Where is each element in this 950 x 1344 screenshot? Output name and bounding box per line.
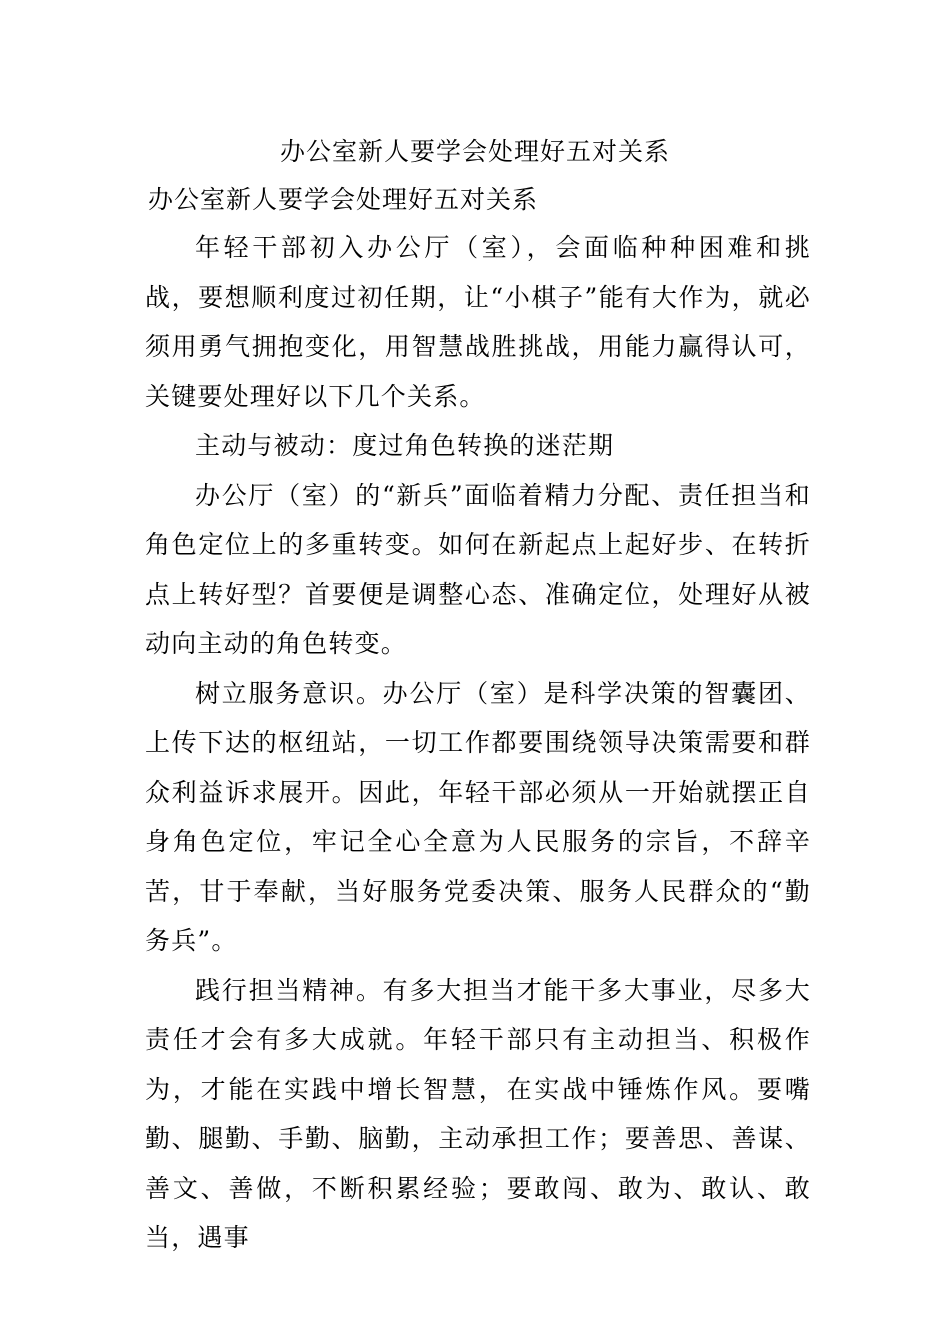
section-heading-initiative: 主动与被动：度过角色转换的迷茫期: [195, 431, 615, 460]
paragraph-role-transition: 办公厅（室）的“新兵”面临着精力分配、责任担当和角色定位上的多重转变。如何在新起点上起好步、在转折点上转好型？首要便是调整心态、准确定位，处理好从被动向主动的角色转变。: [145, 480, 811, 658]
paragraph-responsibility: 践行担当精神。有多大担当才能干多大事业，尽多大责任才会有多大成就。年轻干部只有主动担当、积极作为，才能在实践中增长智慧，在实战中锤炼作风。要嘴勤、腿勤、手勤、脑勤，主动承担工作；要善思、善谋、善文、善做，不断积累经验；要敢闯、敢为、敢认、敢当，遇事: [145, 975, 811, 1252]
document-title: 办公室新人要学会处理好五对关系: [279, 137, 670, 166]
paragraph-service-awareness: 树立服务意识。办公厅（室）是科学决策的智囊团、上传下达的枢纽站，一切工作都要围绕领导决策需要和群众利益诉求展开。因此，年轻干部必须从一开始就摆正自身角色定位，牢记全心全意为人民服务的宗旨，不辞辛苦，甘于奉献，当好服务党委决策、服务人民群众的“勤务兵”。: [145, 678, 811, 955]
document-body: [145, 223, 811, 1263]
document-subtitle: 办公室新人要学会处理好五对关系: [148, 185, 539, 214]
paragraph-intro: 年轻干部初入办公厅（室），会面临种种困难和挑战，要想顺利度过初任期，让“小棋子”能有大作为，就必须用勇气拥抱变化，用智慧战胜挑战，用能力赢得认可，关键要处理好以下几个关系。: [145, 233, 811, 411]
